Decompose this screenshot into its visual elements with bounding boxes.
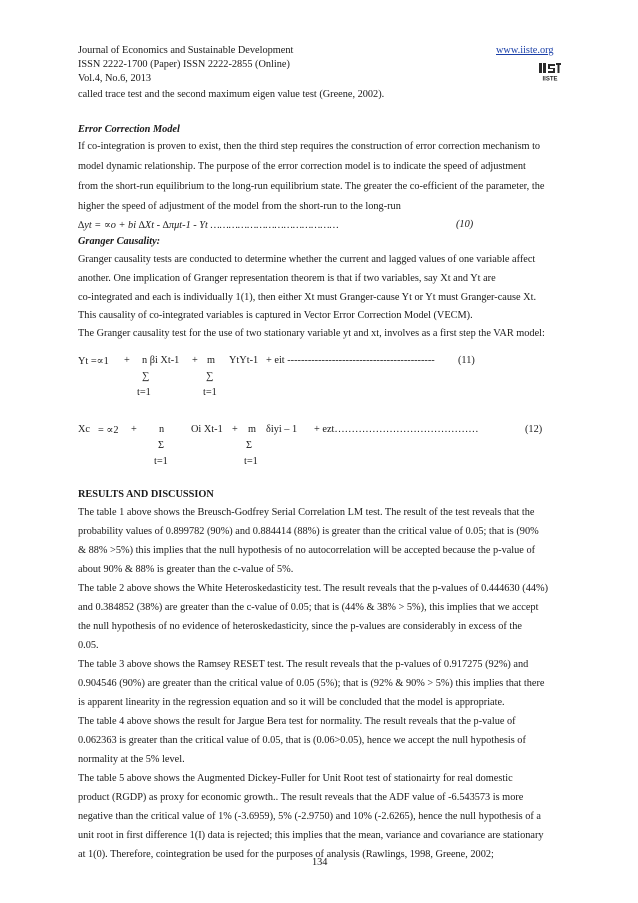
logo-text: IISTE [542, 76, 558, 82]
results-line-12: The table 4 above shows the result for Jargue Bera test for normality. The result reveals that the p-value of [78, 716, 516, 727]
eq11-sum-1: ∑ [142, 371, 150, 382]
iiste-logo [538, 60, 562, 82]
eq11-plus-1: + [124, 355, 130, 366]
eq12-eq: = ∝2 [98, 425, 119, 436]
results-line-1: The table 1 above shows the Breusch-Godfrey Serial Correlation LM test. The result of the test reveals that the [78, 507, 535, 518]
eq12-n: n [159, 424, 165, 435]
ecm-line-3: from the short-run equilibrium to the long-run equilibrium state. The greater the co-efficient of the parameter, the [78, 181, 545, 192]
eq12-sum-2: Σ [246, 440, 252, 451]
intro-line: called trace test and the second maximum eigen value test (Greene, 2002). [78, 89, 385, 100]
granger-line-4: This causality of co-integrated variables is captured in Vector Error Correction Model (VECM). [78, 310, 473, 321]
eq12-number: (12) [525, 424, 543, 435]
eq12-sum-1: Σ [158, 440, 164, 451]
eq11-m: m [207, 355, 216, 366]
eq12-lhs: Xc [78, 424, 91, 435]
eq12-delta-term: δiyi – 1 [266, 424, 298, 435]
results-line-2: probability values of 0.899782 (90%) and 0.884414 (88%) is greater than the critical value of 0.05; that is (90% [78, 526, 539, 537]
issn-line: ISSN 2222-1700 (Paper) ISSN 2222-2855 (Online) [78, 59, 290, 70]
eq12-rest: + ezt…………………………………… [314, 424, 479, 435]
eq12-plus-1: + [131, 424, 137, 435]
eq11-plus-2: + [192, 355, 198, 366]
volume-line: Vol.4, No.6, 2013 [78, 73, 152, 84]
eq11-lhs: Yt =∝1 [78, 356, 109, 367]
granger-line-1: Granger causality tests are conducted to determine whether the current and lagged values of one variable affect [78, 254, 536, 265]
eq12-index-1: t=1 [154, 456, 168, 467]
eq12-index-2: t=1 [244, 456, 258, 467]
eq12-o-term: Oi Xt-1 [191, 424, 223, 435]
eq11-index-2: t=1 [203, 387, 217, 398]
results-line-3: & 88% >5%) this implies that the null hypothesis of no autocorrelation will be accepted because the p-value of [78, 545, 536, 556]
ecm-heading: Error Correction Model [78, 124, 180, 135]
eq12-plus-2: + [232, 424, 238, 435]
results-line-10: 0.904546 (90%) are greater than the critical value of 0.05 (5%); that is (92% & 90% > 5%) this implies that there [78, 678, 545, 689]
results-line-13: 0.062363 is greater than the critical value of 0.05, that is (0.06>0.05), hence we accept the null hypothesis of [78, 735, 526, 746]
granger-line-5: The Granger causality test for the use of two stationary variable yt and xt, involves as a first step the VAR model: [78, 328, 545, 339]
results-line-16: product (RGDP) as proxy for economic growth.. The result reveals that the ADF value of -6.543573 is more [78, 792, 524, 803]
granger-heading: Granger Causality: [78, 236, 161, 247]
results-line-4: about 90% & 88% is greater than the c-value of 5%. [78, 564, 294, 575]
results-line-15: The table 5 above shows the Augmented Dickey-Fuller for Unit Root test of stationairty for real domestic [78, 773, 513, 784]
eq11-sum-2: ∑ [206, 371, 214, 382]
results-line-11: is apparent linearity in the regression equation and so it will be concluded that the model is appropriate. [78, 697, 505, 708]
eq11-rest: + eit ------------------------------------------- [266, 355, 435, 366]
equation-10-number: (10) [456, 219, 474, 230]
results-line-5: The table 2 above shows the White Heteroskedasticity test. The result reveals that the p-values of 0.444630 (44%) [78, 583, 548, 594]
results-line-9: The table 3 above shows the Ramsey RESET test. The result reveals that the p-values of 0.917275 (92%) and [78, 659, 529, 670]
results-line-7: the null hypothesis of no evidence of heteroskedasticity, since the p-values are considerably in excess of the [78, 621, 522, 632]
eq11-n-term: n βi Xt-1 [142, 355, 180, 366]
page-number: 134 [312, 857, 328, 868]
results-line-19: at 1(0). Therefore, cointegration be used for the purposes of analysis (Rawlings, 1998, Greene, 2002; [78, 849, 494, 860]
granger-line-3: co-integrated and each is individually 1(1), then either Xt must Granger-cause Yt or Yt must Granger-cause Xt. [78, 292, 537, 303]
results-line-18: unit root in first difference 1(I) data is rejected; this implies that the mean, variance and covariance are stationary [78, 830, 544, 841]
eq11-yt-term: YtYt-1 [229, 355, 259, 366]
journal-url-link[interactable]: www.iiste.org [496, 45, 554, 56]
results-line-14: normality at the 5% level. [78, 754, 185, 765]
ecm-line-2: model dynamic relationship. The purpose of the error correction model is to indicate the speed of adjustment [78, 161, 526, 172]
eq12-m: m [248, 424, 257, 435]
ecm-line-4: higher the speed of adjustment of the model from the short-run to the long-run [78, 201, 401, 212]
results-heading: RESULTS AND DISCUSSION [78, 489, 214, 500]
results-line-8: 0.05. [78, 640, 99, 651]
results-line-17: negative than the critical value of 1% (-3.6959), 5% (-2.9750) and 10% (-2.6265), hence the null hypothesis of a [78, 811, 541, 822]
results-line-6: and 0.384852 (38%) are greater than the c-value of 0.05; that is (44% & 38% > 5%), this implies that we accept [78, 602, 539, 613]
eq11-index-1: t=1 [137, 387, 151, 398]
eq11-number: (11) [458, 355, 475, 366]
granger-line-2: another. One implication of Granger representation theorem is that if two variables, say Xt and Yt are [78, 273, 496, 284]
equation-10: ∆yt = ∝o + bi ∆Xt - ∆πμt-1 - Yt …………………………………… [78, 220, 339, 231]
ecm-line-1: If co-integration is proven to exist, then the third step requires the construction of error correction mechanism to [78, 141, 541, 152]
journal-title: Journal of Economics and Sustainable Development [78, 45, 294, 56]
